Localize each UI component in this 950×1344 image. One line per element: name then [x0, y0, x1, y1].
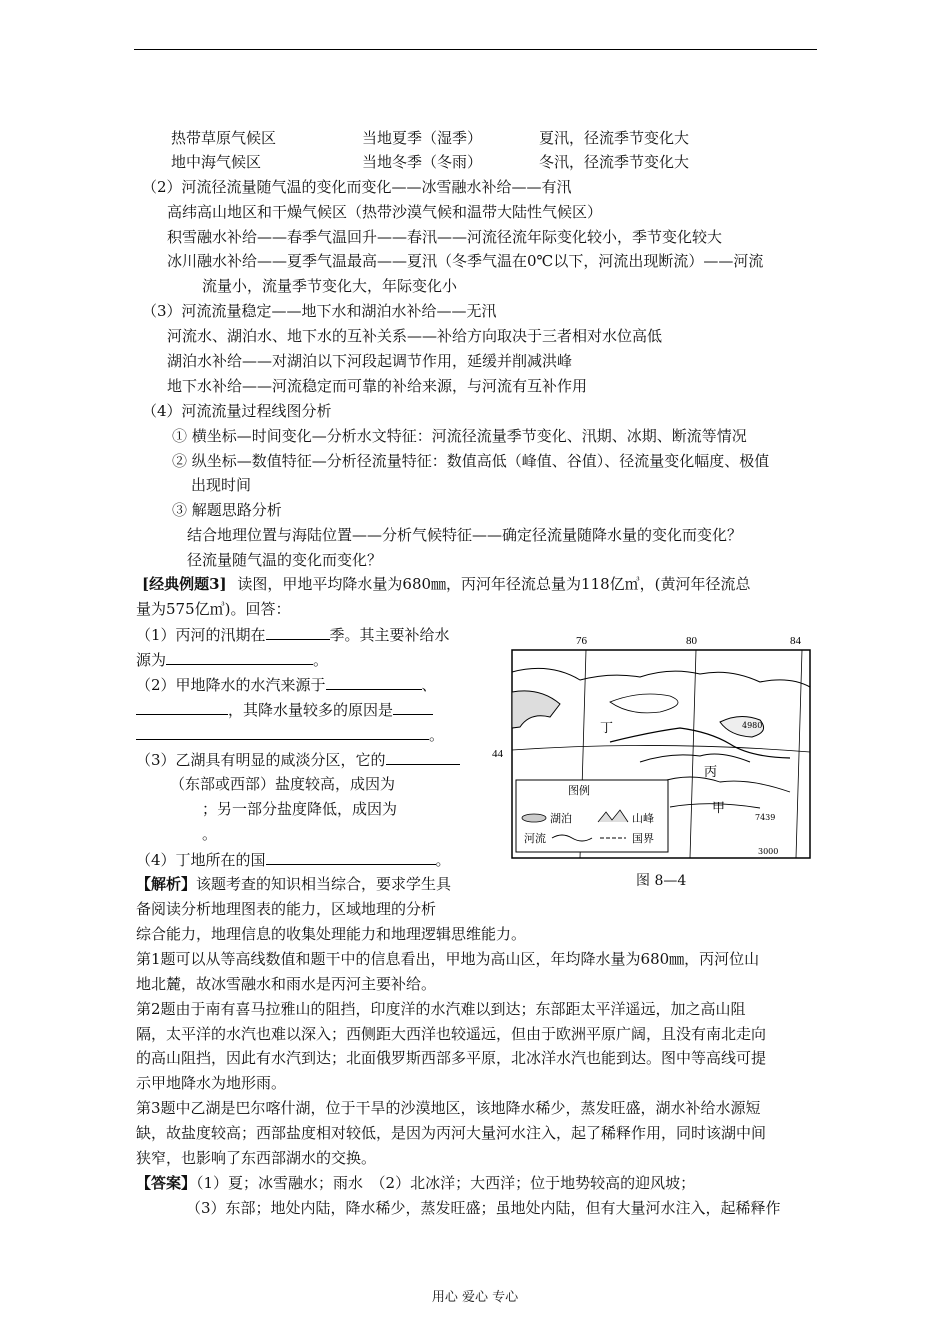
answer-line: （3）东部；地处内陆，降水稀少，蒸发旺盛；虽地处内陆，但有大量河水注入，起稀释作 [186, 1199, 781, 1217]
q3-blank-1[interactable] [386, 749, 460, 765]
question-1-cont [136, 649, 328, 670]
season-cell: 当地冬季（冬雨） [362, 153, 483, 171]
text-line: 河流水、湖泊水、地下水的互补关系——补给方向取决于三者相对水位高低 [167, 327, 663, 345]
question-4 [136, 849, 451, 870]
elevation-label: 4980 [742, 721, 763, 730]
analysis-line: 缺，故盐度较高；西部盐度相对较低，是因为丙河大量河水注入，起了稀释作用，同时该湖中间 [136, 1124, 767, 1142]
text-line: （3）河流流量稳定——地下水和湖泊水补给——无汛 [142, 302, 497, 320]
place-jia: 甲 [712, 801, 726, 816]
analysis-line: 隔，太平洋的水汽也难以深入；西侧距大西洋也较遥远，但由于欧洲平原广阔，且没有南北走向 [136, 1025, 767, 1043]
analysis-line [136, 874, 451, 894]
text-line: 结合地理位置与海陆位置——分析气候特征——确定径流量随降水量的变化而变化？ [187, 526, 743, 544]
q2-blank-1[interactable] [326, 674, 422, 690]
analysis-line: 综合能力，地理信息的收集处理能力和地理逻辑思维能力。 [136, 925, 527, 943]
example-stem-text: 读图，甲地平均降水量为680㎜，丙河年径流总量为118亿㎥，(黄河年径流总 [237, 575, 751, 593]
q3-text-2: ；另一部分盐度降低，成因为 [202, 800, 398, 818]
page-footer: 用心 爱心 专心 [431, 1290, 519, 1305]
question-3-cont: （东部或西部）盐度较高，成因为 [170, 775, 396, 793]
q1-end: 。 [313, 651, 329, 669]
q3-blank-2[interactable] [170, 799, 202, 814]
q2-text-2: ，其降水量较多的原因是 [228, 701, 394, 719]
text-line: 冰川融水补给——夏季气温最高——夏汛（冬季气温在0℃以下，河流出现断流）——河流 [167, 252, 764, 270]
place-bing: 丙 [704, 765, 718, 780]
q4-blank[interactable] [266, 849, 436, 865]
analysis-line: 示甲地降水为地形雨。 [136, 1074, 287, 1092]
elevation-label: 7439 [755, 813, 776, 822]
text-line: ① 横坐标—时间变化—分析水文特征：河流径流量季节变化、汛期、冰期、断流等情况 [172, 427, 747, 445]
lon-label: 84 [790, 635, 801, 647]
question-2-cont [136, 699, 433, 720]
q2-blank-2[interactable] [136, 699, 228, 715]
answer-line [136, 1173, 695, 1193]
lon-label: 76 [576, 635, 587, 647]
lon-label: 80 [686, 635, 697, 647]
legend-river: 河流 [524, 832, 546, 845]
text-line: ② 纵坐标—数值特征—分析径流量特征：数值高低（峰值、谷值）、径流量变化幅度、极值 [172, 452, 770, 470]
q2-blank-4[interactable] [136, 724, 429, 740]
region-map [490, 632, 814, 864]
place-ding: 丁 [600, 721, 614, 736]
q1-text-3: 源为 [136, 651, 167, 669]
q1-blank-season[interactable] [266, 624, 330, 640]
q2-sep: 、 [421, 676, 437, 694]
legend-peak: 山峰 [632, 812, 654, 825]
example-stem-cont: 量为575亿㎥)。回答： [136, 600, 291, 618]
question-2 [136, 674, 437, 695]
question-3 [136, 749, 460, 770]
flood-cell: 夏汛，径流季节变化大 [539, 129, 690, 147]
text-line: ③ 解题思路分析 [172, 501, 282, 519]
q3-text: （3）乙湖具有明显的咸淡分区，它的 [136, 751, 386, 769]
question-2-cont2 [136, 724, 444, 745]
text-line: 径流量随气温的变化而变化？ [187, 551, 383, 569]
q2-end: 。 [429, 726, 445, 744]
analysis-line: 狭窄，也影响了东西部湖水的交换。 [136, 1149, 377, 1167]
example-tag: [经典例题3] [142, 575, 227, 593]
text-line: 流量小，流量季节变化大，年际变化小 [202, 277, 458, 295]
analysis-line: 第2题由于南有喜马拉雅山的阻挡，印度洋的水汽难以到达；东部距太平洋遥远，加之高山阻 [136, 1000, 746, 1018]
season-cell: 当地夏季（湿季） [362, 129, 483, 147]
text-line: 积雪融水补给——春季气温回升——春汛——河流径流年际变化较小，季节变化较大 [167, 228, 723, 246]
analysis-line: 备阅读分析地理图表的能力，区域地理的分析 [136, 900, 437, 918]
lat-label: 44 [492, 748, 503, 760]
answer-tag: 【答案】 [136, 1174, 197, 1192]
q4-end: 。 [435, 851, 451, 869]
analysis-text: 该题考查的知识相当综合，要求学生具 [196, 875, 452, 893]
figure-caption: 图 8—4 [636, 873, 687, 889]
text-line: 地下水补给——河流稳定而可靠的补给来源，与河流有互补作用 [167, 377, 588, 395]
analysis-line: 地北麓，故冰雪融水和雨水是丙河主要补给。 [136, 975, 437, 993]
text-line: 出现时间 [191, 476, 252, 494]
header-rule [134, 49, 817, 50]
analysis-line: 的高山阻挡，因此有水汽到达；北面俄罗斯西部多平原，北冰洋水汽也能到达。图中等高线可提 [136, 1049, 767, 1067]
question-3-end: 。 [202, 825, 218, 843]
climate-cell: 热带草原气候区 [171, 129, 277, 147]
q1-text-2: 季。其主要补给水 [329, 626, 450, 644]
q2-text: （2）甲地降水的水汽来源于 [136, 676, 326, 694]
analysis-tag: 【解析】 [136, 875, 197, 893]
answer-text: （1）夏；冰雪融水；雨水 （2）北冰洋；大西洋；位于地势较高的迎风坡； [196, 1174, 696, 1192]
q4-text: （4）丁地所在的国 [136, 851, 266, 869]
legend-title: 图例 [568, 784, 590, 797]
flood-cell: 冬汛，径流季节变化大 [539, 153, 690, 171]
q1-blank-source[interactable] [166, 649, 313, 665]
climate-cell: 地中海气候区 [171, 153, 262, 171]
legend-lake: 湖泊 [550, 812, 572, 825]
text-line: （2）河流径流量随气温的变化而变化——冰雪融水补给——有汛 [142, 178, 572, 196]
q2-blank-3[interactable] [393, 699, 433, 715]
q1-text: （1）丙河的汛期在 [136, 626, 266, 644]
analysis-line: 第3题中乙湖是巴尔喀什湖，位于干旱的沙漠地区，该地降水稀少，蒸发旺盛，湖水补给水源短 [136, 1099, 761, 1117]
legend-border: 国界 [632, 832, 654, 845]
lake-legend-icon [522, 814, 546, 822]
text-line: （4）河流流量过程线图分析 [142, 402, 332, 420]
elevation-label: 3000 [758, 847, 779, 856]
analysis-line: 第1题可以从等高线数值和题干中的信息看出，甲地为高山区，年均降水量为680㎜，丙河位山 [136, 950, 760, 968]
text-line: 湖泊水补给——对湖泊以下河段起调节作用，延缓并削减洪峰 [167, 352, 573, 370]
question-3-cont2 [170, 799, 397, 819]
example-stem [142, 574, 751, 594]
question-1 [136, 624, 450, 645]
text-line: 高纬高山地区和干燥气候区（热带沙漠气候和温带大陆性气候区） [167, 203, 603, 221]
